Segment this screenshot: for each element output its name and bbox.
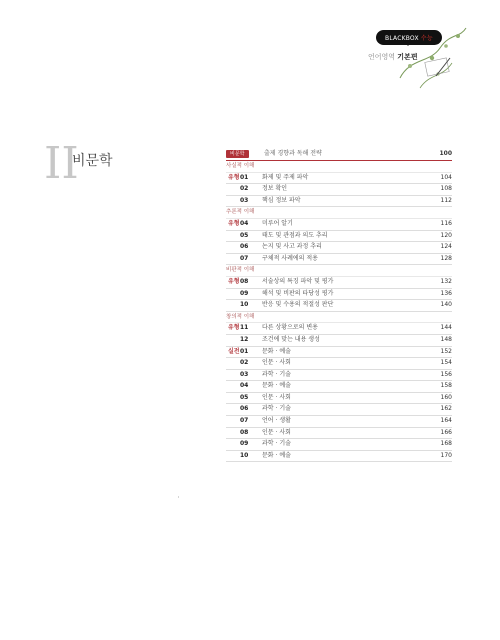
toc-entry-number: 02 — [240, 359, 249, 367]
toc-entry-type-label: 실전 — [228, 347, 240, 355]
toc-entry-number: 02 — [240, 185, 249, 193]
toc-entry-number: 06 — [240, 243, 249, 251]
toc-entry-number: 03 — [240, 196, 249, 204]
toc-entry-page: 148 — [440, 335, 452, 343]
toc-entry[interactable] — [226, 381, 452, 393]
toc-entry-number: 01 — [240, 347, 249, 355]
toc-entry-number: 07 — [240, 417, 249, 425]
toc-entry[interactable] — [226, 289, 452, 301]
toc-entry-type-label: 유형 — [228, 277, 240, 285]
toc-entry-title: 태도 및 관점과 의도 추리 — [262, 231, 328, 239]
chapter-title: 비문학 — [72, 153, 113, 169]
toc-entry[interactable] — [226, 219, 452, 231]
toc-entry-page: 140 — [440, 301, 452, 309]
toc-entry-page: 162 — [440, 405, 452, 413]
toc-entry-number: 04 — [240, 219, 249, 227]
toc-entry[interactable] — [226, 242, 452, 254]
book-subtitle — [368, 52, 418, 62]
toc-section-label: 비판적 이해 — [226, 267, 255, 274]
toc-entry-page: 128 — [440, 254, 452, 262]
toc-entry-title: 다른 상황으로의 변용 — [262, 324, 318, 332]
toc-header-page: 100 — [439, 150, 452, 157]
badge-accent: 수능 — [420, 35, 433, 42]
toc-entry-title: 조건에 맞는 내용 생성 — [262, 335, 320, 343]
toc-entry[interactable] — [226, 439, 452, 451]
table-of-contents — [226, 149, 452, 462]
toc-entry-title: 인문 · 사회 — [262, 393, 291, 401]
toc-section-label: 사실적 이해 — [226, 163, 255, 169]
toc-entry-page: 160 — [440, 393, 452, 401]
toc-entry-number: 04 — [240, 382, 249, 390]
toc-entry[interactable] — [226, 300, 452, 312]
toc-entry[interactable] — [226, 370, 452, 382]
chapter-numeral: II — [44, 138, 79, 189]
toc-entry-number: 03 — [240, 370, 249, 378]
toc-entry[interactable] — [226, 323, 452, 335]
badge-text: BLACKBOX — [385, 35, 419, 42]
toc-entry-number: 12 — [240, 335, 249, 343]
toc-entry-page: 168 — [440, 440, 452, 448]
toc-header-text: 출제 경향과 독해 전략 — [264, 150, 322, 157]
toc-entry-number: 10 — [240, 301, 249, 309]
toc-section-heading — [226, 312, 452, 324]
toc-entry-number: 05 — [240, 393, 249, 401]
toc-entry-title: 구체적 사례에의 적용 — [262, 254, 318, 262]
toc-entry-page: 164 — [440, 417, 452, 425]
toc-entry-title: 과학 · 기술 — [262, 405, 291, 413]
toc-entry-page: 152 — [440, 347, 452, 355]
toc-entry-page: 120 — [440, 231, 452, 239]
toc-entry-page: 144 — [440, 324, 452, 332]
toc-entry-number: 05 — [240, 231, 249, 239]
toc-entry-title: 정보 확인 — [262, 185, 288, 193]
toc-entry-title: 논지 및 사고 과정 추리 — [262, 243, 322, 251]
toc-entry-title: 문화 · 예술 — [262, 451, 291, 459]
toc-entry[interactable] — [226, 231, 452, 243]
toc-entry-type-label: 유형 — [228, 173, 240, 181]
toc-entry-page: 156 — [440, 370, 452, 378]
toc-entry-page: 170 — [440, 451, 452, 459]
badge-tail — [404, 41, 412, 46]
toc-entry-page: 108 — [440, 185, 452, 193]
toc-entry-title: 미루어 알기 — [262, 219, 293, 227]
toc-entry-title: 화제 및 주제 파악 — [262, 173, 309, 181]
toc-entry-page: 166 — [440, 428, 452, 436]
toc-entry-title: 과학 · 기술 — [262, 370, 291, 378]
toc-entry-page: 136 — [440, 289, 452, 297]
toc-entry-number: 06 — [240, 405, 249, 413]
series-badge — [372, 26, 472, 106]
toc-entry-number: 07 — [240, 254, 249, 262]
toc-entry[interactable] — [226, 428, 452, 440]
toc-entry-title: 과학 · 기술 — [262, 440, 291, 448]
toc-entry-number: 11 — [240, 324, 249, 332]
toc-header-row[interactable] — [226, 149, 452, 161]
toc-entry-number: 10 — [240, 451, 249, 459]
toc-entry-type-label: 유형 — [228, 324, 240, 332]
toc-entry-number: 09 — [240, 440, 249, 448]
toc-entry-page: 158 — [440, 382, 452, 390]
toc-entry-number: 09 — [240, 289, 249, 297]
toc-rows — [226, 161, 452, 462]
toc-entry-page: 116 — [440, 219, 452, 227]
toc-entry-number: 01 — [240, 173, 249, 181]
toc-entry[interactable] — [226, 196, 452, 208]
toc-entry[interactable] — [226, 416, 452, 428]
toc-entry[interactable] — [226, 358, 452, 370]
toc-entry-page: 112 — [440, 196, 452, 204]
toc-entry[interactable] — [226, 173, 452, 185]
toc-section-heading — [226, 207, 452, 219]
toc-section-label: 창의적 이해 — [226, 313, 255, 320]
toc-entry-page: 124 — [440, 243, 452, 251]
toc-section-label: 추론적 이해 — [226, 209, 255, 216]
toc-entry-page: 104 — [440, 173, 452, 181]
toc-entry-page: 154 — [440, 359, 452, 367]
toc-entry[interactable] — [226, 254, 452, 266]
toc-header-tag: 비문학 — [226, 150, 249, 158]
toc-entry-type-label: 유형 — [228, 219, 240, 227]
toc-entry-title: 언어 · 생활 — [262, 417, 291, 425]
toc-entry[interactable] — [226, 347, 452, 359]
toc-entry-title: 문화 · 예술 — [262, 347, 291, 355]
toc-entry[interactable] — [226, 184, 452, 196]
toc-entry-number: 08 — [240, 277, 249, 285]
toc-entry-number: 08 — [240, 428, 249, 436]
toc-entry-page: 132 — [440, 277, 452, 285]
toc-entry[interactable] — [226, 393, 452, 405]
margin-mark — [178, 496, 179, 498]
subtitle-bold: 기본편 — [397, 53, 418, 61]
toc-entry-title: 인문 · 사회 — [262, 428, 291, 436]
subtitle-prefix: 언어영역 — [368, 53, 396, 61]
toc-entry-title: 문화 · 예술 — [262, 382, 291, 390]
toc-entry-title: 인문 · 사회 — [262, 359, 291, 367]
toc-entry-title: 해석 및 비판의 타당성 평가 — [262, 289, 334, 297]
toc-entry[interactable] — [226, 277, 452, 289]
toc-entry[interactable] — [226, 335, 452, 347]
toc-section-heading — [226, 161, 452, 173]
toc-section-heading — [226, 265, 452, 277]
toc-entry-title: 서술상의 특징 파악 및 평가 — [262, 277, 334, 285]
toc-entry-title: 핵심 정보 파악 — [262, 196, 301, 204]
toc-entry[interactable] — [226, 451, 452, 463]
toc-entry[interactable] — [226, 404, 452, 416]
toc-entry-title: 반응 및 수용의 적절성 판단 — [262, 301, 334, 309]
